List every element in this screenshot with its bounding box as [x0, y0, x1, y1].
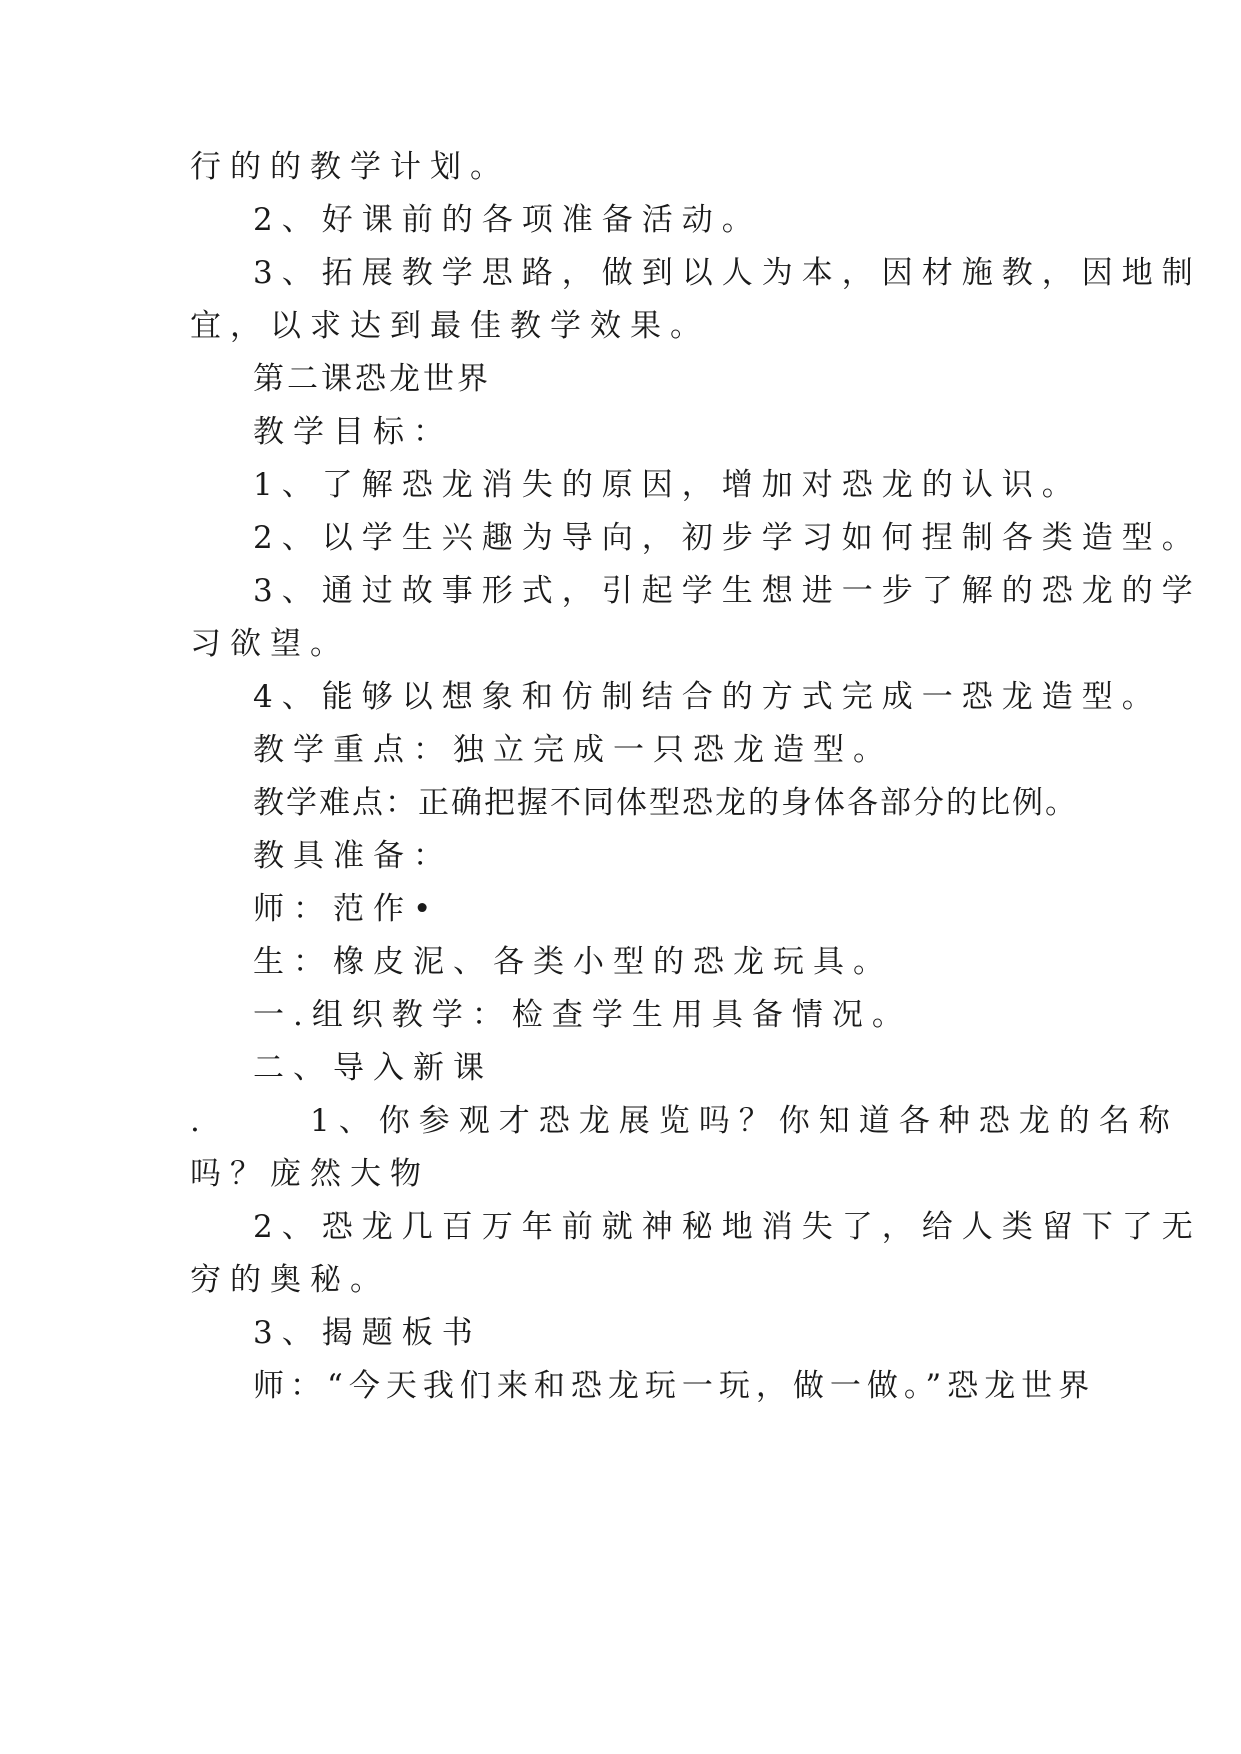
paragraph-line: 生：橡皮泥、各类小型的恐龙玩具。	[253, 944, 893, 980]
paragraph-line: 教学难点：正确把握不同体型恐龙的身体各部分的比例。	[253, 785, 1078, 821]
paragraph-line: 穷的奥秘。	[190, 1262, 390, 1298]
paragraph-line: 习欲望。	[190, 626, 350, 662]
paragraph-line: 师：范作•	[253, 891, 441, 927]
paragraph-line: 2、好课前的各项准备活动。	[253, 202, 762, 238]
section-heading: 教学目标：	[253, 414, 453, 450]
paragraph-line: 2、恐龙几百万年前就神秘地消失了，给人类留下了无	[253, 1209, 1202, 1245]
paragraph-line: 教学重点：独立完成一只恐龙造型。	[253, 732, 893, 768]
lesson-title: 第二课恐龙世界	[253, 361, 491, 397]
paragraph-line: 师：“今天我们来和恐龙玩一玩，做一做。”恐龙世界	[253, 1368, 1096, 1404]
paragraph-line: 3、通过故事形式，引起学生想进一步了解的恐龙的学	[253, 573, 1202, 609]
section-heading: 二、导入新课	[253, 1050, 493, 1086]
paragraph-line: 3、拓展教学思路，做到以人为本，因材施教，因地制	[253, 255, 1202, 291]
paragraph-line: 吗？庞然大物	[190, 1156, 430, 1192]
paragraph-line: 4、能够以想象和仿制结合的方式完成一恐龙造型。	[253, 679, 1162, 715]
section-heading: 教具准备：	[253, 838, 453, 874]
paragraph-line: 1、了解恐龙消失的原因，增加对恐龙的认识。	[253, 467, 1082, 503]
paragraph-line: 行的的教学计划。	[190, 149, 510, 185]
stray-dot: .	[190, 1103, 200, 1139]
paragraph-line: 3、揭题板书	[253, 1315, 482, 1351]
paragraph-line: 宜，以求达到最佳教学效果。	[190, 308, 710, 344]
paragraph-line: 一.组织教学：检查学生用具备情况。	[253, 997, 912, 1033]
paragraph-line: 1、你参观才恐龙展览吗？你知道各种恐龙的名称	[310, 1103, 1179, 1139]
paragraph-line: 2、以学生兴趣为导向，初步学习如何捏制各类造型。	[253, 520, 1202, 556]
